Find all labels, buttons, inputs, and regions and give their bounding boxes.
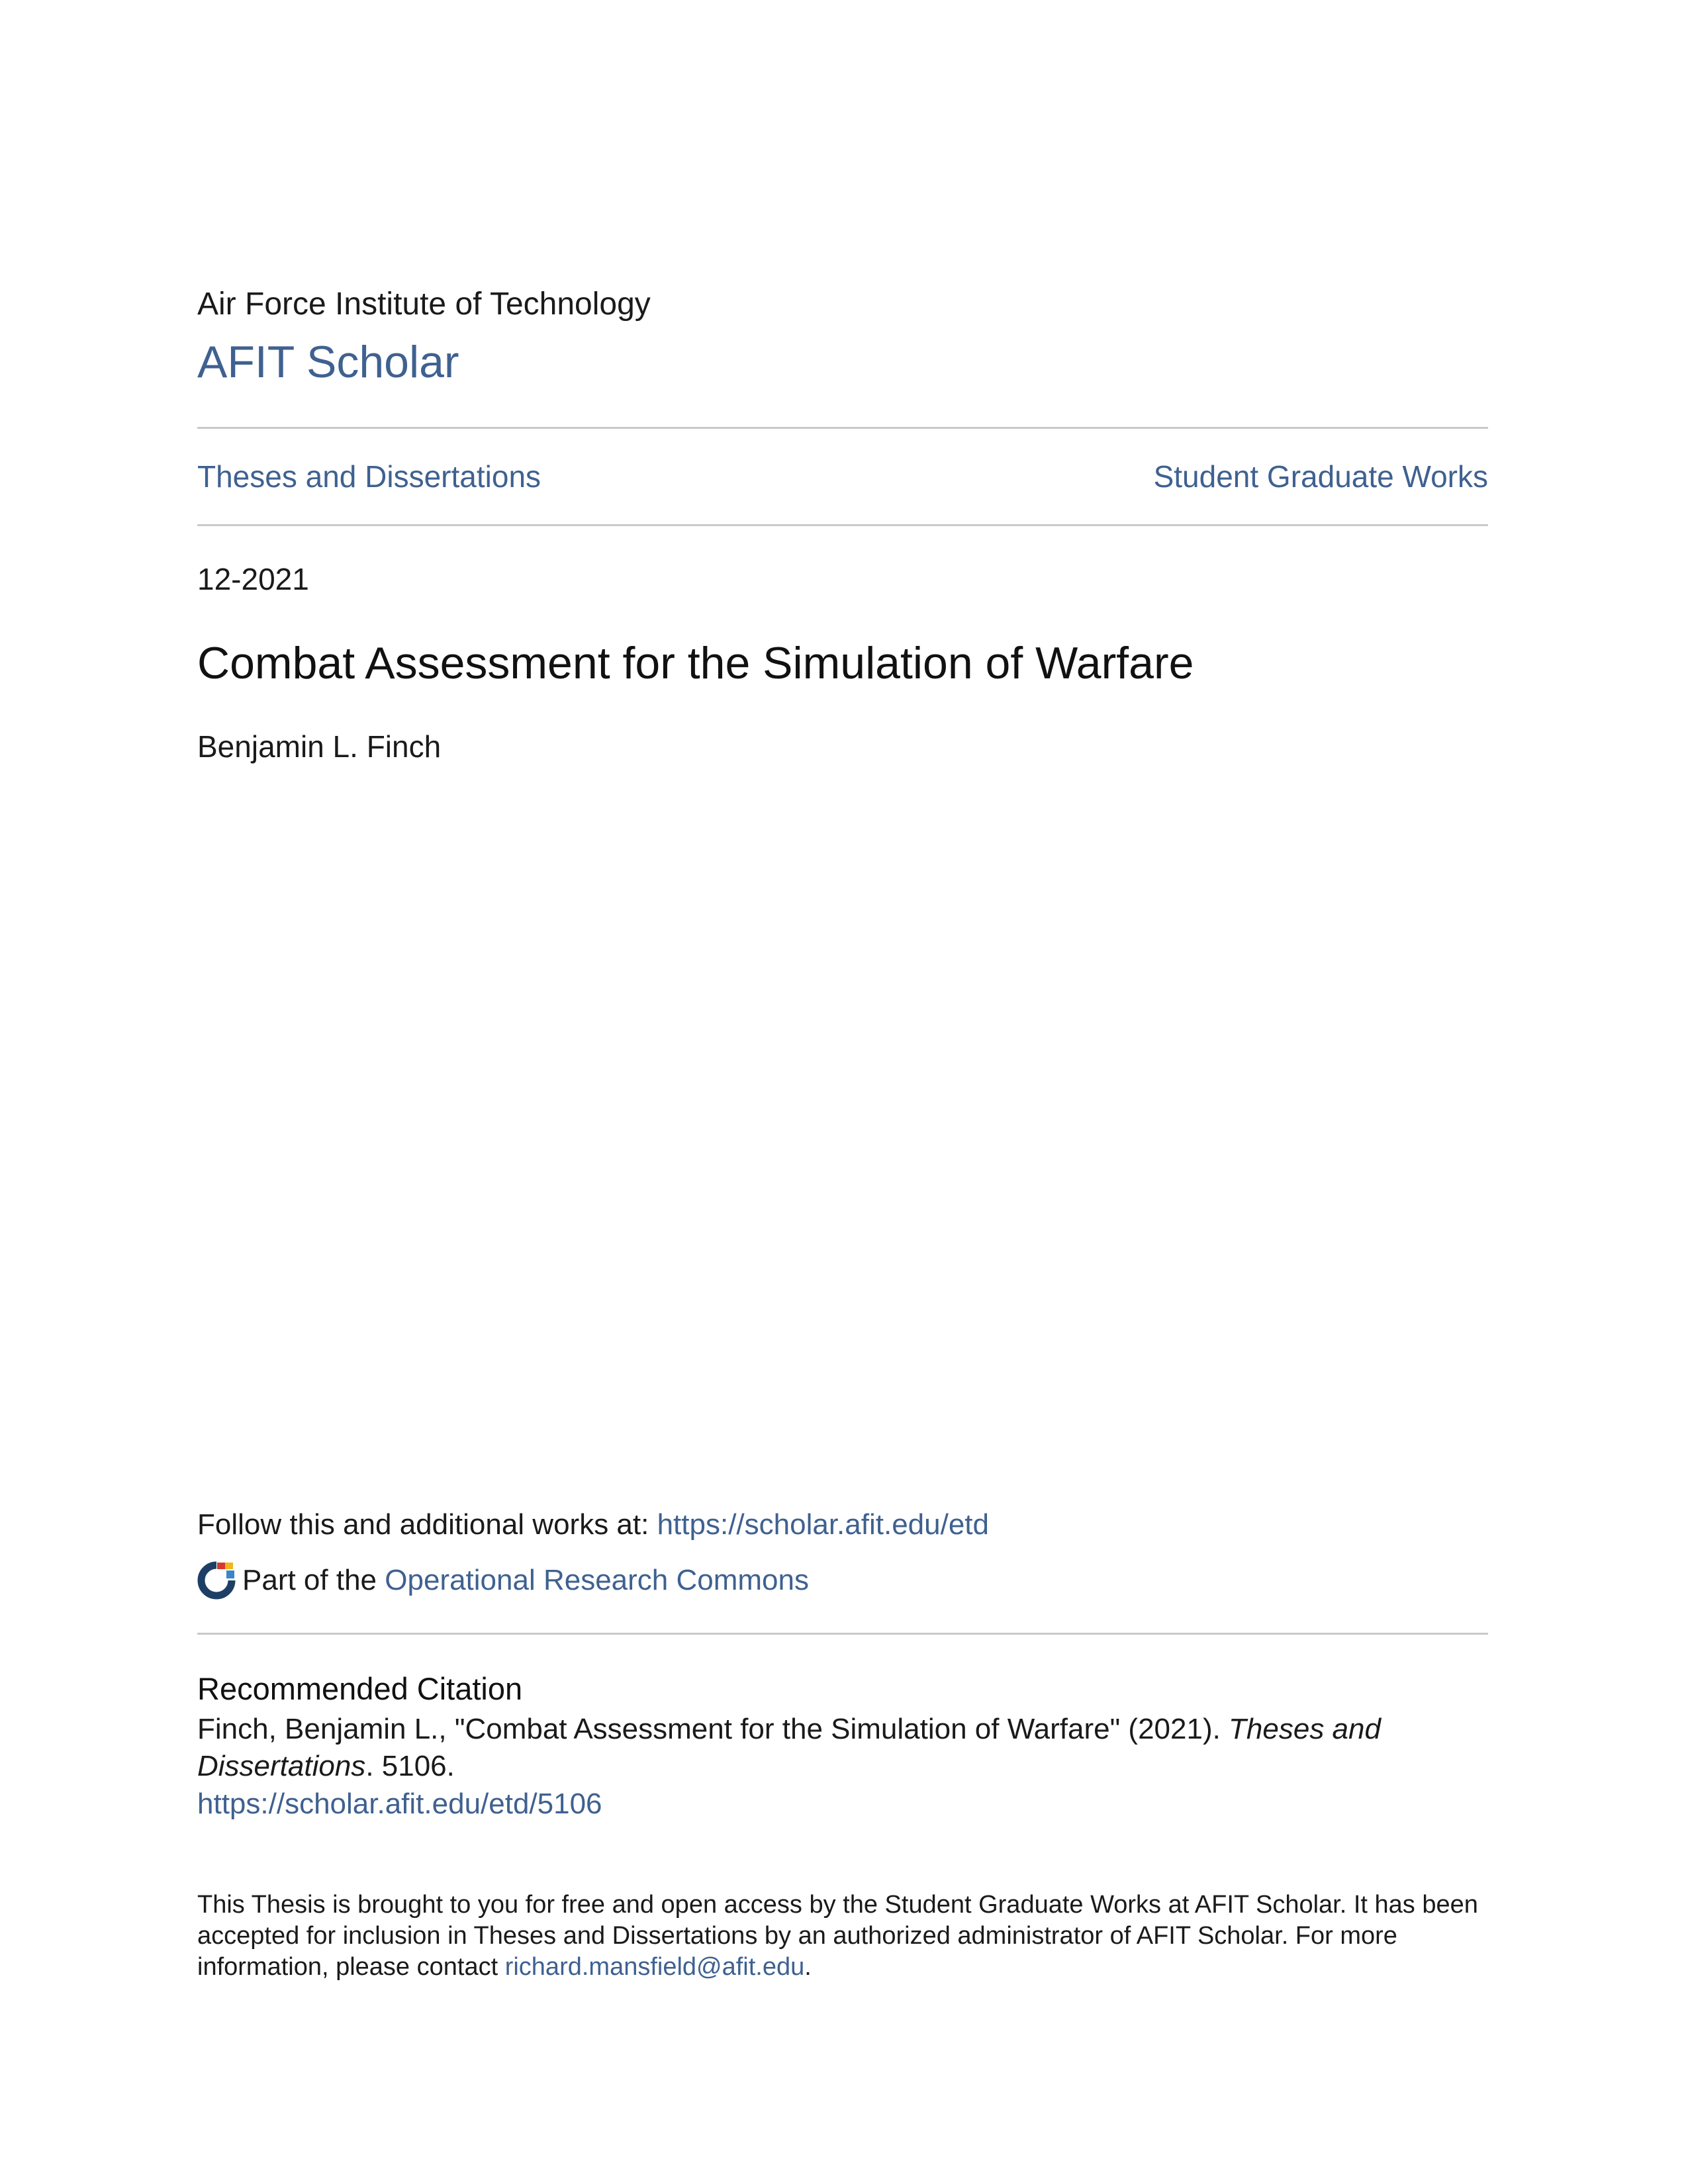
citation-heading: Recommended Citation — [197, 1671, 523, 1706]
citation-url-link[interactable]: https://scholar.afit.edu/etd/5106 — [197, 1788, 602, 1820]
part-of-line — [197, 1559, 809, 1602]
bepress-commons-icon — [197, 1561, 236, 1600]
access-notice — [197, 1889, 1488, 1983]
cover-page — [197, 0, 1488, 2184]
citation-text — [197, 1711, 1488, 1785]
divider-citation — [197, 1633, 1488, 1635]
notice-text: This Thesis is brought to you for free and open access by the Student Graduate Works at AFIT Scholar. It has been accepted for inclusion in Theses and Dissertations by an authorized administrator of AFIT Scholar. For more information, please contact — [197, 1891, 1478, 1981]
follow-line — [197, 1506, 989, 1544]
part-of-prefix: Part of the — [242, 1564, 377, 1596]
notice-end: . — [804, 1953, 812, 1981]
divider-nav — [197, 524, 1488, 526]
follow-url-link[interactable]: https://scholar.afit.edu/etd — [657, 1508, 990, 1541]
citation-journal: Theses and Dissertations — [197, 1713, 1381, 1782]
contact-email-link[interactable]: richard.mansfield@afit.edu — [504, 1953, 805, 1981]
citation-suffix: . 5106. — [365, 1750, 455, 1782]
paper-title: Combat Assessment for the Simulation of Warfare — [197, 638, 1194, 688]
follow-prefix: Follow this and additional works at: — [197, 1508, 657, 1541]
paper-author: Benjamin L. Finch — [197, 729, 442, 764]
citation-prefix: Finch, Benjamin L., "Combat Assessment for the Simulation of Warfare" (2021). — [197, 1713, 1229, 1745]
publication-date: 12-2021 — [197, 562, 309, 596]
repository-link[interactable]: AFIT Scholar — [197, 337, 459, 387]
divider-top — [197, 427, 1488, 429]
community-link[interactable]: Student Graduate Works — [1153, 459, 1488, 494]
institution-name: Air Force Institute of Technology — [197, 287, 651, 322]
operational-research-commons-link[interactable]: Operational Research Commons — [385, 1564, 809, 1596]
collection-link[interactable]: Theses and Dissertations — [197, 459, 541, 494]
